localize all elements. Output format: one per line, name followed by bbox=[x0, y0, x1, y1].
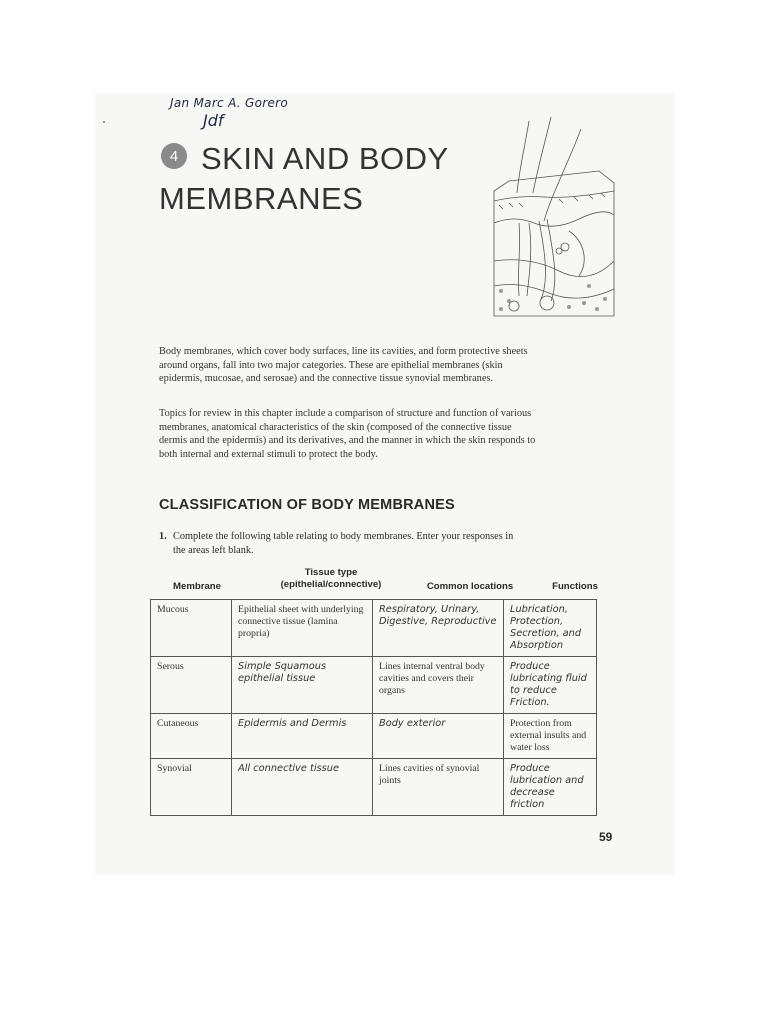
cell-membrane: Synovial bbox=[151, 759, 232, 816]
table-row bbox=[151, 600, 597, 657]
cell-common-locations: Lines cavities of synovial joints bbox=[373, 759, 504, 816]
cell-membrane: Serous bbox=[151, 657, 232, 714]
membranes-table bbox=[150, 599, 597, 816]
question-1 bbox=[159, 530, 519, 556]
table-row bbox=[151, 714, 597, 759]
handwritten-scribble: Jdf bbox=[203, 111, 224, 130]
table-row bbox=[151, 759, 597, 816]
cell-tissue-type-handwritten: Simple Squamous epithelial tissue bbox=[232, 657, 373, 714]
cell-functions-handwritten: Produce lubricating fluid to reduce Friction. bbox=[504, 657, 597, 714]
intro-paragraph-2: Topics for review in this chapter include a comparison of structure and function of various membranes, anatomical characteristics of the skin (composed of the connective tissue dermis and the epidermis) and its derivatives, and the manner in which the skin responds to both internal and external stimuli to protect the body. bbox=[159, 408, 536, 460]
cell-tissue-type-handwritten: Epidermis and Dermis bbox=[232, 714, 373, 759]
skin-cross-section-illustration bbox=[489, 111, 619, 326]
table-row bbox=[151, 657, 597, 714]
cell-tissue-type: Epithelial sheet with underlying connective tissue (lamina propria) bbox=[232, 600, 373, 657]
cell-functions-handwritten: Lubrication, Protection, Secretion, and Absorption bbox=[504, 600, 597, 657]
cell-membrane: Mucous bbox=[151, 600, 232, 657]
header-functions: Functions bbox=[552, 581, 598, 592]
intro-paragraph-1: Body membranes, which cover body surfaces, line its cavities, and form protective sheets around organs, fall into two major categories. These are epithelial membranes (skin epidermis, mucosae, and serosae) and the connective tissue synovial membranes. bbox=[159, 346, 528, 384]
cell-common-locations: Lines internal ventral body cavities and covers their organs bbox=[373, 657, 504, 714]
header-membrane: Membrane bbox=[173, 581, 221, 592]
student-name-handwritten: Jan Marc A. Gorero bbox=[170, 96, 289, 110]
worksheet-page bbox=[95, 93, 675, 875]
cell-functions: Protection from external insults and water loss bbox=[504, 714, 597, 759]
cell-tissue-type-handwritten: All connective tissue bbox=[232, 759, 373, 816]
chapter-number-badge: 4 bbox=[161, 143, 187, 169]
section-heading: CLASSIFICATION OF BODY MEMBRANES bbox=[159, 497, 455, 513]
cell-common-locations-handwritten: Body exterior bbox=[373, 714, 504, 759]
chapter-title bbox=[159, 139, 479, 219]
page-number: 59 bbox=[599, 830, 613, 844]
header-tissue-type-line2: (epithelial/connective) bbox=[280, 579, 382, 590]
paper-speck bbox=[103, 121, 105, 123]
question-text: Complete the following table relating to body membranes. Enter your responses in the areas left blank. bbox=[173, 531, 514, 556]
cell-functions-handwritten: Produce lubrication and decrease friction bbox=[504, 759, 597, 816]
cell-membrane: Cutaneous bbox=[151, 714, 232, 759]
cell-common-locations-handwritten: Respiratory, Urinary, Digestive, Reproductive bbox=[373, 600, 504, 657]
header-tissue-type-line1: Tissue type bbox=[304, 567, 358, 578]
question-number: 1. bbox=[159, 531, 167, 542]
header-tissue-type bbox=[263, 567, 399, 591]
chapter-title-line1: SKIN AND BODY bbox=[201, 141, 449, 176]
chapter-title-line2: MEMBRANES bbox=[159, 181, 364, 216]
header-common-locations: Common locations bbox=[426, 581, 514, 592]
